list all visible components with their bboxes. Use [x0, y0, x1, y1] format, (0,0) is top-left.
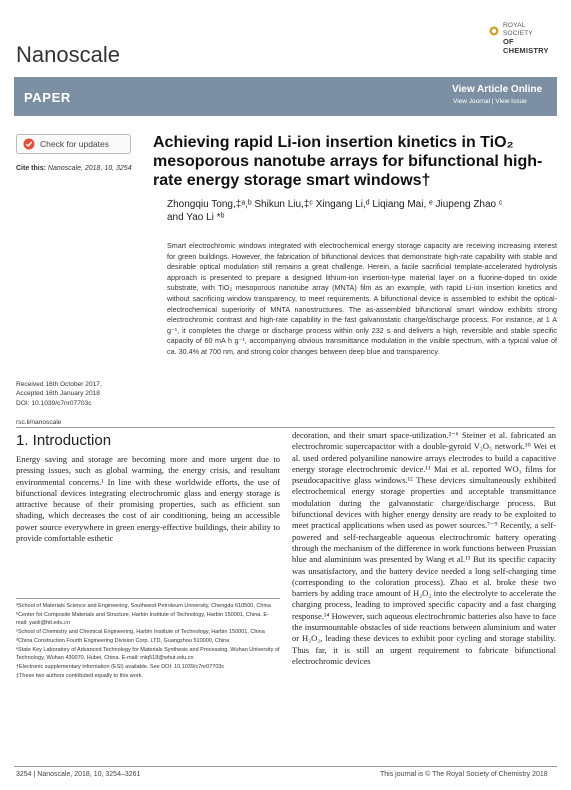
footnote-b: ᵇCenter for Composite Materials and Structure, Harbin Institute of Technology, Harbin 150001, China. E-mail: yaoli@hit.edu.cn: [16, 612, 269, 626]
check-for-updates-button[interactable]: [16, 134, 131, 154]
footnote-esi: †Electronic supplementary information (ESI) available. See DOI: 10.1039/c7nr07703c: [16, 664, 225, 670]
authors-line-2: and Yao Li *ᵇ: [167, 212, 225, 223]
footnote-a: ᵃSchool of Materials Science and Engineering, Southwest Petroleum University, Chengdu 610500, China: [16, 603, 271, 609]
footnotes: [16, 602, 280, 681]
page-footer-left: 3254 | Nanoscale, 2018, 10, 3254–3261: [16, 771, 141, 778]
footnote-equal-contribution: ‡These two authors contributed equally to this work.: [16, 673, 143, 679]
article-dates: [16, 380, 102, 408]
doi[interactable]: DOI: 10.1039/c7nr07703c: [16, 399, 92, 407]
journal-title: Nanoscale: [16, 42, 120, 67]
page-footer-divider: [14, 766, 557, 767]
publisher-logo: [491, 22, 553, 62]
view-article-online-link[interactable]: View Article Online: [452, 84, 543, 95]
citation-ref: Nanoscale, 2018, 10, 3254: [47, 165, 132, 172]
rsc-emblem-icon: [489, 26, 499, 36]
footnote-c: ᶜSchool of Chemistry and Chemical Engineering, Harbin Institute of Technology, Harbin 150001, China: [16, 629, 265, 635]
article-type-label: PAPER: [24, 90, 71, 105]
author-list: [167, 198, 557, 224]
footnote-divider: [16, 598, 280, 599]
article-type-banner: [14, 77, 557, 116]
received-date: Received 16th October 2017,: [16, 381, 102, 388]
citation-label: Cite this:: [16, 165, 46, 172]
accepted-date: Accepted 16th January 2018: [16, 390, 100, 398]
publisher-name: ROYAL SOCIETY OF CHEMISTRY: [503, 22, 549, 55]
citation: [16, 165, 132, 172]
footnote-d: ᵈChina Construction Fourth Engineering Division Corp. LTD, Guangzhou 510000, China: [16, 638, 230, 644]
footnote-e: ᵉState Key Laboratory of Advanced Technology for Materials Synthesis and Processing, Wuhan University of Technology, Wuhan 430070, Hubei, China. E-mail: mlq518@whut.edu.cn: [16, 647, 280, 661]
article-title: Achieving rapid Li-ion insertion kinetics in TiO₂ mesoporous nanotube arrays for bifunctional high-rate energy storage smart windows†: [153, 134, 543, 189]
check-updates-icon: [23, 138, 35, 150]
introduction-right-column: decoration, and their smart space-utilization.²⁻⁶ Steiner et al. fabricated an electrochromic supercapacitor with a double-gyroid V₂O₅ network.¹⁰ Wei et al. used ordered polyaniline nanowire arrays electrodes to build a capacitive energy storage electrochromic device.¹¹ Mai et al. reported WO₃ films for pseudocapacitive glass windows.¹² These devices simultaneously exhibited electrochemical energy storage properties and acceptable transmittance modulation during the galvanostatic charge/discharge process. But bifunctional devices with higher energy density are ready to be exploited to meet practical applications when used as power sources.⁷⁻⁹ Recently, a self-powered and self-rechargeable aqueous electrochromic battery operating through the mechanism of the difference in work functions between Prussian blue and aluminium was presented by Wang et al.¹³ But its specific capacity was unsatisfactory, and the battery device needed a long self-charging time (corresponding to the coloration process). Zhao et al. broke these two barriers by adding trace amount of H₂O₂ into the electrolyte to accelerate the charging process, leading to improved specific capacity and a fast charging response.¹⁴ However, such aqueous electrochromic batteries also have to face the insurmountable obstacles of side reactions between aluminium and water or H₂O₂, leading these devices to exhibit poor cycling and storage stability. Thus far, it is still an urgent requirement to fabricate bifunctional electrochromic devices: [292, 430, 556, 666]
introduction-heading: 1. Introduction: [16, 432, 112, 449]
abstract: Smart electrochromic windows integrated with electrochemical energy storage capacity are receiving increasing interest for green buildings. However, the fabrication of bifunctional devices that demonstrate high-rate capability with stable and desirable optical modulation still remains a great challenge. Herein, a facile sacrificial template-accelerated hydrolysis approach is presented to prepare a designed lithium-ion insertion-type material layer on a fluorine-doped tin oxide substrate, with TiO₂ mesoporous nanotube array (MNTA) film as an example, with rapid Li-ion insertion kinetics and without sacrificing window transparency, to meet requirements. A bifunctional device is assembled to exhibit the optical-electrochemical superiority of MNTA nanostructures. The as-assembled bifunctional smart window exhibits strong electrochromic contrast and high-rate capability in the fast galvanostatic charge/discharge process. For instance, at 1 A g⁻¹, it completes the charge or discharge process within only 232 s and delivers a high, reversible and stable specific capacity of 60 mA h g⁻¹, accompanying obvious transmittance modulation in the visible spectrum, with a typical value of ca. 30.4% at 700 nm, and strong color changes between deep blue and transparency.: [167, 241, 557, 356]
view-journal-issue-links[interactable]: View Journal | View Issue: [453, 98, 527, 105]
journal-site-link[interactable]: rsc.li/nanoscale: [16, 419, 62, 426]
page-footer-right: This journal is © The Royal Society of Chemistry 2018: [380, 771, 548, 778]
introduction-left-column: Energy saving and storage are becoming more and more urgent due to pressing issues, such as global warming, the energy crisis, and resultant environmental concerns.¹ In line with these worldwide efforts, the use of bifunctional devices integrating electrochromic glass and energy storage is attractive because of their promising properties, such as efficient sun shading, which decreases the cost of air conditioning, being an accessible power source everywhere in green energy-effective buildings, their ability to provide comfortable esthetic: [16, 454, 280, 544]
check-for-updates-label: Check for updates: [40, 139, 109, 149]
authors-line-1: Zhongqiu Tong,‡ᵃ,ᵇ Shikun Liu,‡ᶜ Xingang Li,ᵈ Liqiang Mai, ᵉ Jiupeng Zhao ᶜ: [167, 199, 503, 210]
section-divider: [16, 427, 555, 428]
